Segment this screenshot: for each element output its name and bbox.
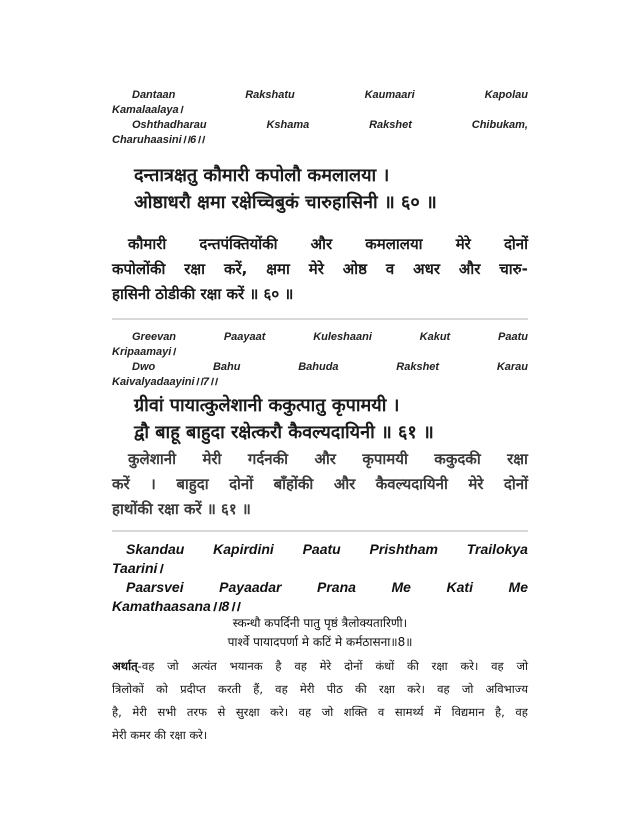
verse6-sanskrit-line-1: दन्तात्रक्षतु कौमारी कपोलौ कमलालया ।	[134, 165, 390, 186]
verse6-translit-line-2: Kamalaalaya।	[112, 104, 183, 116]
verse7-translit-line-4: Kaivalyadaayini।।7।।	[112, 376, 218, 388]
verse8-sanskrit-line-1: स्कन्धौ कपर्दिनी पातु पृष्ठं त्रैलोक्यतारिणी।	[232, 616, 408, 630]
verse7-hindi-line-3: हाथोंकी रक्षा करें ॥ ६१ ॥	[112, 500, 251, 518]
verse8-translit-line-4: Kamathaasana।।8।।	[112, 598, 240, 614]
verse6-hindi-line-1: कौमारी दन्तपंक्तियोंकी और कमलालया मेरे दोनों	[128, 235, 528, 253]
verse8-sanskrit-line-2: पार्श्वे पायादपर्णा मे कटिं मे कर्मठासना॥8॥	[227, 635, 413, 649]
verse6-hindi-meaning	[112, 232, 528, 307]
verse6-hindi-line-2: कपोलोंकी रक्षा करें, क्षमा मेरे ओष्ठ व अधर और चारु-	[112, 260, 528, 278]
verse7-translit-line-2: Kripaamayi।	[112, 346, 176, 358]
verse8-transliteration	[112, 540, 528, 616]
verse6-translit-line-3: Oshthadharau Kshama Rakshet Chibukam,	[132, 119, 528, 131]
verse7-sanskrit	[112, 392, 528, 446]
verse8-meaning-line-4: मेरी कमर की रक्षा करे।	[112, 728, 208, 742]
verse8-meaning-line-1: अर्थात्-वह जो अत्यंत भयानक है वह मेरे दोनों कंधों की रक्षा करे। वह जो	[112, 655, 528, 678]
verse7-translit-line-3: Dwo Bahu Bahuda Rakshet Karau	[132, 361, 528, 373]
verse7-hindi-line-2: करें । बाहुदा दोनों बाँहोंकी और कैवल्यदायिनी मेरे दोनों	[112, 475, 528, 493]
verse8-meaning-line-3: है, मेरी सभी तरफ से सुरक्षा करे। वह जो शक्ति व सामर्थ्य में विद्यमान है, वह	[112, 705, 528, 719]
verse6-sanskrit	[112, 162, 528, 216]
verse8-sanskrit	[112, 614, 528, 652]
verse7-transliteration	[112, 330, 528, 390]
section-divider	[112, 318, 528, 320]
verse6-translit-line-1: Dantaan Rakshatu Kaumaari Kapolau	[132, 89, 528, 101]
section-divider	[112, 530, 528, 532]
meaning-first-phrase: अर्थात्-वह	[112, 659, 155, 673]
verse7-hindi-line-1: कुलेशानी मेरी गर्दनकी और कृपामयी ककुदकी रक्षा	[128, 450, 528, 468]
verse6-hindi-line-3: हासिनी ठोडीकी रक्षा करें ॥ ६० ॥	[112, 285, 294, 303]
verse7-sanskrit-line-1: ग्रीवां पायात्कुलेशानी ककुत्पातु कृपामयी ।	[134, 395, 400, 416]
meaning-lead: अर्थात्	[112, 659, 138, 673]
verse8-meaning	[112, 655, 528, 747]
verse6-sanskrit-line-2: ओष्ठाधरौ क्षमा रक्षेच्चिबुकं चारुहासिनी ॥ ६० ॥	[134, 192, 437, 213]
verse8-meaning-line-2: त्रिलोकों को प्रदीप्त करती हैं, वह मेरी पीठ की रक्षा करे। वह जो अविभाज्य	[112, 682, 528, 696]
verse6-translit-line-4: Charuhaasini।।6।।	[112, 134, 205, 146]
verse7-sanskrit-line-2: द्वौ बाहू बाहुदा रक्षेत्करौ कैवल्यदायिनी ॥ ६१ ॥	[134, 422, 434, 443]
verse8-translit-line-3: Paarsvei Payaadar Prana Me Kati Me	[126, 579, 528, 595]
verse7-translit-line-1: Greevan Paayaat Kuleshaani Kakut Paatu	[132, 331, 528, 343]
verse8-translit-line-1: Skandau Kapirdini Paatu Prishtham Trailokya	[126, 541, 528, 557]
verse8-translit-line-2: Taarini।	[112, 560, 163, 576]
verse6-transliteration	[112, 88, 528, 148]
verse7-hindi-meaning	[112, 447, 528, 522]
